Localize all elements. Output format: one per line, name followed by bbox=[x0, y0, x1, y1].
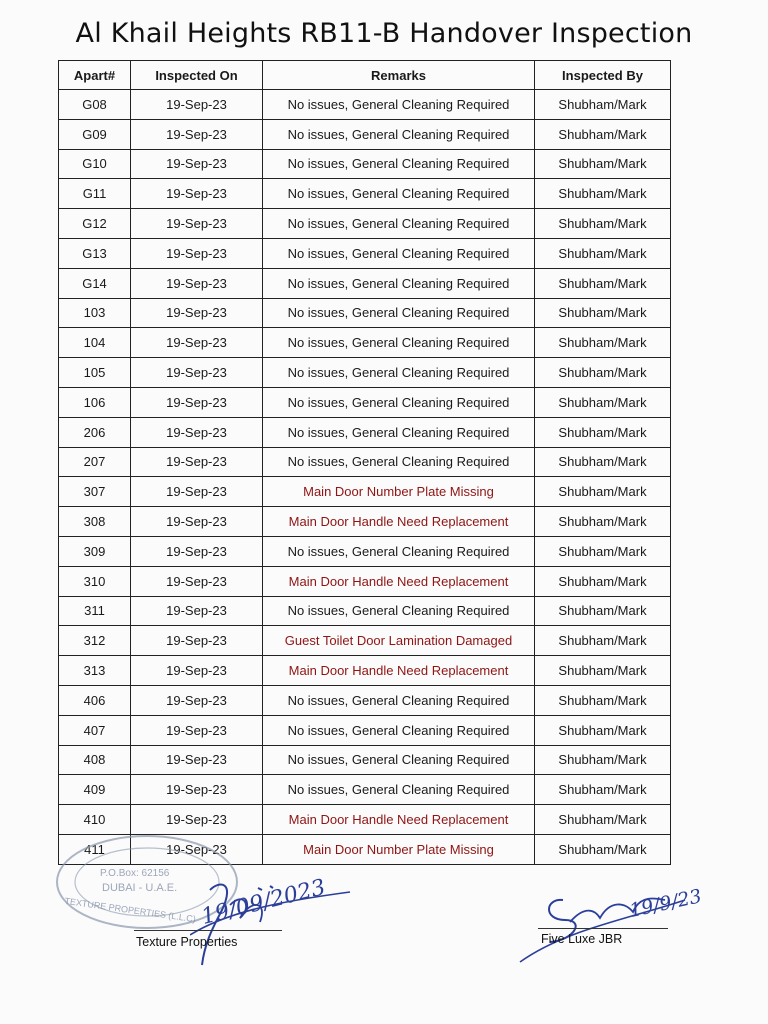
cell-inspected-on: 19-Sep-23 bbox=[131, 298, 263, 328]
table-row bbox=[59, 745, 671, 775]
cell-remarks: No issues, General Cleaning Required bbox=[263, 596, 535, 626]
table-row bbox=[59, 447, 671, 477]
cell-apartment: G09 bbox=[59, 119, 131, 149]
cell-remarks: No issues, General Cleaning Required bbox=[263, 298, 535, 328]
cell-apartment: 409 bbox=[59, 775, 131, 805]
cell-inspected-by: Shubham/Mark bbox=[535, 447, 671, 477]
stamp-text-city: DUBAI - U.A.E. bbox=[102, 882, 178, 894]
table-body bbox=[59, 90, 671, 865]
cell-remarks: No issues, General Cleaning Required bbox=[263, 179, 535, 209]
cell-apartment: 408 bbox=[59, 745, 131, 775]
cell-remarks: No issues, General Cleaning Required bbox=[263, 328, 535, 358]
cell-inspected-on: 19-Sep-23 bbox=[131, 805, 263, 835]
signature-date-left: 19/09/2023 bbox=[198, 875, 329, 930]
cell-apartment: 307 bbox=[59, 477, 131, 507]
table-row bbox=[59, 477, 671, 507]
cell-inspected-on: 19-Sep-23 bbox=[131, 119, 263, 149]
cell-remarks: No issues, General Cleaning Required bbox=[263, 387, 535, 417]
cell-inspected-on: 19-Sep-23 bbox=[131, 149, 263, 179]
table-row bbox=[59, 775, 671, 805]
cell-inspected-by: Shubham/Mark bbox=[535, 834, 671, 864]
cell-inspected-on: 19-Sep-23 bbox=[131, 477, 263, 507]
cell-inspected-by: Shubham/Mark bbox=[535, 566, 671, 596]
cell-inspected-on: 19-Sep-23 bbox=[131, 209, 263, 239]
cell-inspected-on: 19-Sep-23 bbox=[131, 268, 263, 298]
cell-remarks: No issues, General Cleaning Required bbox=[263, 149, 535, 179]
table-row bbox=[59, 298, 671, 328]
cell-inspected-by: Shubham/Mark bbox=[535, 298, 671, 328]
cell-inspected-by: Shubham/Mark bbox=[535, 477, 671, 507]
cell-inspected-by: Shubham/Mark bbox=[535, 715, 671, 745]
table-row bbox=[59, 328, 671, 358]
cell-apartment: G08 bbox=[59, 90, 131, 120]
table-row bbox=[59, 507, 671, 537]
inspection-table bbox=[58, 60, 671, 865]
cell-inspected-on: 19-Sep-23 bbox=[131, 507, 263, 537]
cell-inspected-by: Shubham/Mark bbox=[535, 626, 671, 656]
cell-remarks: Main Door Handle Need Replacement bbox=[263, 656, 535, 686]
cell-inspected-by: Shubham/Mark bbox=[535, 805, 671, 835]
stamp-text-pobox: P.O.Box: 62156 bbox=[100, 868, 170, 879]
cell-remarks: No issues, General Cleaning Required bbox=[263, 536, 535, 566]
cell-inspected-on: 19-Sep-23 bbox=[131, 834, 263, 864]
cell-inspected-on: 19-Sep-23 bbox=[131, 715, 263, 745]
cell-inspected-by: Shubham/Mark bbox=[535, 417, 671, 447]
cell-inspected-by: Shubham/Mark bbox=[535, 775, 671, 805]
cell-inspected-on: 19-Sep-23 bbox=[131, 238, 263, 268]
cell-inspected-on: 19-Sep-23 bbox=[131, 566, 263, 596]
cell-inspected-on: 19-Sep-23 bbox=[131, 745, 263, 775]
table-row bbox=[59, 715, 671, 745]
cell-inspected-by: Shubham/Mark bbox=[535, 209, 671, 239]
cell-inspected-on: 19-Sep-23 bbox=[131, 685, 263, 715]
cell-inspected-on: 19-Sep-23 bbox=[131, 179, 263, 209]
cell-remarks: Main Door Handle Need Replacement bbox=[263, 566, 535, 596]
table-row bbox=[59, 238, 671, 268]
table-row bbox=[59, 387, 671, 417]
cell-apartment: 104 bbox=[59, 328, 131, 358]
cell-apartment: 313 bbox=[59, 656, 131, 686]
cell-apartment: G10 bbox=[59, 149, 131, 179]
signature-label-left: Texture Properties bbox=[136, 935, 238, 949]
table-row bbox=[59, 596, 671, 626]
cell-remarks: No issues, General Cleaning Required bbox=[263, 447, 535, 477]
table-row bbox=[59, 536, 671, 566]
table-row bbox=[59, 119, 671, 149]
cell-inspected-by: Shubham/Mark bbox=[535, 536, 671, 566]
cell-remarks: Main Door Handle Need Replacement bbox=[263, 507, 535, 537]
cell-apartment: G12 bbox=[59, 209, 131, 239]
cell-remarks: No issues, General Cleaning Required bbox=[263, 268, 535, 298]
cell-inspected-on: 19-Sep-23 bbox=[131, 90, 263, 120]
table-row bbox=[59, 358, 671, 388]
cell-inspected-on: 19-Sep-23 bbox=[131, 775, 263, 805]
cell-remarks: No issues, General Cleaning Required bbox=[263, 119, 535, 149]
signature-label-right: Five Luxe JBR bbox=[541, 932, 623, 946]
cell-apartment: 103 bbox=[59, 298, 131, 328]
cell-apartment: G11 bbox=[59, 179, 131, 209]
cell-remarks: No issues, General Cleaning Required bbox=[263, 685, 535, 715]
cell-remarks: No issues, General Cleaning Required bbox=[263, 417, 535, 447]
cell-inspected-on: 19-Sep-23 bbox=[131, 387, 263, 417]
table-row bbox=[59, 417, 671, 447]
column-header-inspected-by: Inspected By bbox=[535, 61, 671, 90]
cell-inspected-on: 19-Sep-23 bbox=[131, 596, 263, 626]
cell-apartment: 312 bbox=[59, 626, 131, 656]
cell-inspected-on: 19-Sep-23 bbox=[131, 328, 263, 358]
cell-inspected-by: Shubham/Mark bbox=[535, 119, 671, 149]
cell-apartment: 206 bbox=[59, 417, 131, 447]
cell-inspected-by: Shubham/Mark bbox=[535, 507, 671, 537]
cell-apartment: G14 bbox=[59, 268, 131, 298]
signature-line-right bbox=[538, 928, 668, 929]
cell-inspected-by: Shubham/Mark bbox=[535, 238, 671, 268]
cell-inspected-on: 19-Sep-23 bbox=[131, 626, 263, 656]
cell-apartment: 406 bbox=[59, 685, 131, 715]
cell-remarks: Main Door Number Plate Missing bbox=[263, 477, 535, 507]
signature-line-left bbox=[134, 930, 282, 931]
cell-inspected-by: Shubham/Mark bbox=[535, 745, 671, 775]
cell-remarks: Main Door Handle Need Replacement bbox=[263, 805, 535, 835]
cell-inspected-by: Shubham/Mark bbox=[535, 596, 671, 626]
cell-inspected-by: Shubham/Mark bbox=[535, 387, 671, 417]
cell-inspected-on: 19-Sep-23 bbox=[131, 656, 263, 686]
cell-apartment: 310 bbox=[59, 566, 131, 596]
table-row bbox=[59, 268, 671, 298]
table-header-row bbox=[59, 61, 671, 90]
cell-inspected-by: Shubham/Mark bbox=[535, 179, 671, 209]
cell-remarks: No issues, General Cleaning Required bbox=[263, 745, 535, 775]
cell-apartment: 308 bbox=[59, 507, 131, 537]
table-row bbox=[59, 566, 671, 596]
signature-date-right: 19/9/23 bbox=[627, 885, 704, 922]
cell-remarks: No issues, General Cleaning Required bbox=[263, 358, 535, 388]
stamp-text-company: TEXTURE PROPERTIES (L.L.C) bbox=[63, 895, 197, 925]
cell-inspected-by: Shubham/Mark bbox=[535, 268, 671, 298]
cell-remarks: No issues, General Cleaning Required bbox=[263, 90, 535, 120]
column-header-remarks: Remarks bbox=[263, 61, 535, 90]
cell-apartment: 105 bbox=[59, 358, 131, 388]
cell-inspected-on: 19-Sep-23 bbox=[131, 447, 263, 477]
cell-inspected-on: 19-Sep-23 bbox=[131, 536, 263, 566]
cell-apartment: 407 bbox=[59, 715, 131, 745]
table-row bbox=[59, 179, 671, 209]
cell-inspected-on: 19-Sep-23 bbox=[131, 358, 263, 388]
cell-inspected-by: Shubham/Mark bbox=[535, 358, 671, 388]
cell-inspected-by: Shubham/Mark bbox=[535, 656, 671, 686]
document-title: Al Khail Heights RB11-B Handover Inspection bbox=[75, 18, 693, 49]
table-row bbox=[59, 626, 671, 656]
cell-apartment: 207 bbox=[59, 447, 131, 477]
cell-remarks: Main Door Number Plate Missing bbox=[263, 834, 535, 864]
cell-apartment: 309 bbox=[59, 536, 131, 566]
table-row bbox=[59, 685, 671, 715]
column-header-inspected-on: Inspected On bbox=[131, 61, 263, 90]
cell-remarks: No issues, General Cleaning Required bbox=[263, 715, 535, 745]
cell-remarks: Guest Toilet Door Lamination Damaged bbox=[263, 626, 535, 656]
table-row bbox=[59, 656, 671, 686]
cell-remarks: No issues, General Cleaning Required bbox=[263, 775, 535, 805]
cell-inspected-on: 19-Sep-23 bbox=[131, 417, 263, 447]
cell-apartment: 410 bbox=[59, 805, 131, 835]
cell-apartment: G13 bbox=[59, 238, 131, 268]
table-row bbox=[59, 90, 671, 120]
table-row bbox=[59, 209, 671, 239]
cell-apartment: 411 bbox=[59, 834, 131, 864]
cell-inspected-by: Shubham/Mark bbox=[535, 90, 671, 120]
cell-remarks: No issues, General Cleaning Required bbox=[263, 238, 535, 268]
cell-inspected-by: Shubham/Mark bbox=[535, 149, 671, 179]
cell-apartment: 311 bbox=[59, 596, 131, 626]
table-row bbox=[59, 149, 671, 179]
cell-inspected-by: Shubham/Mark bbox=[535, 328, 671, 358]
cell-inspected-by: Shubham/Mark bbox=[535, 685, 671, 715]
cell-apartment: 106 bbox=[59, 387, 131, 417]
column-header-apartment: Apart# bbox=[59, 61, 131, 90]
cell-remarks: No issues, General Cleaning Required bbox=[263, 209, 535, 239]
